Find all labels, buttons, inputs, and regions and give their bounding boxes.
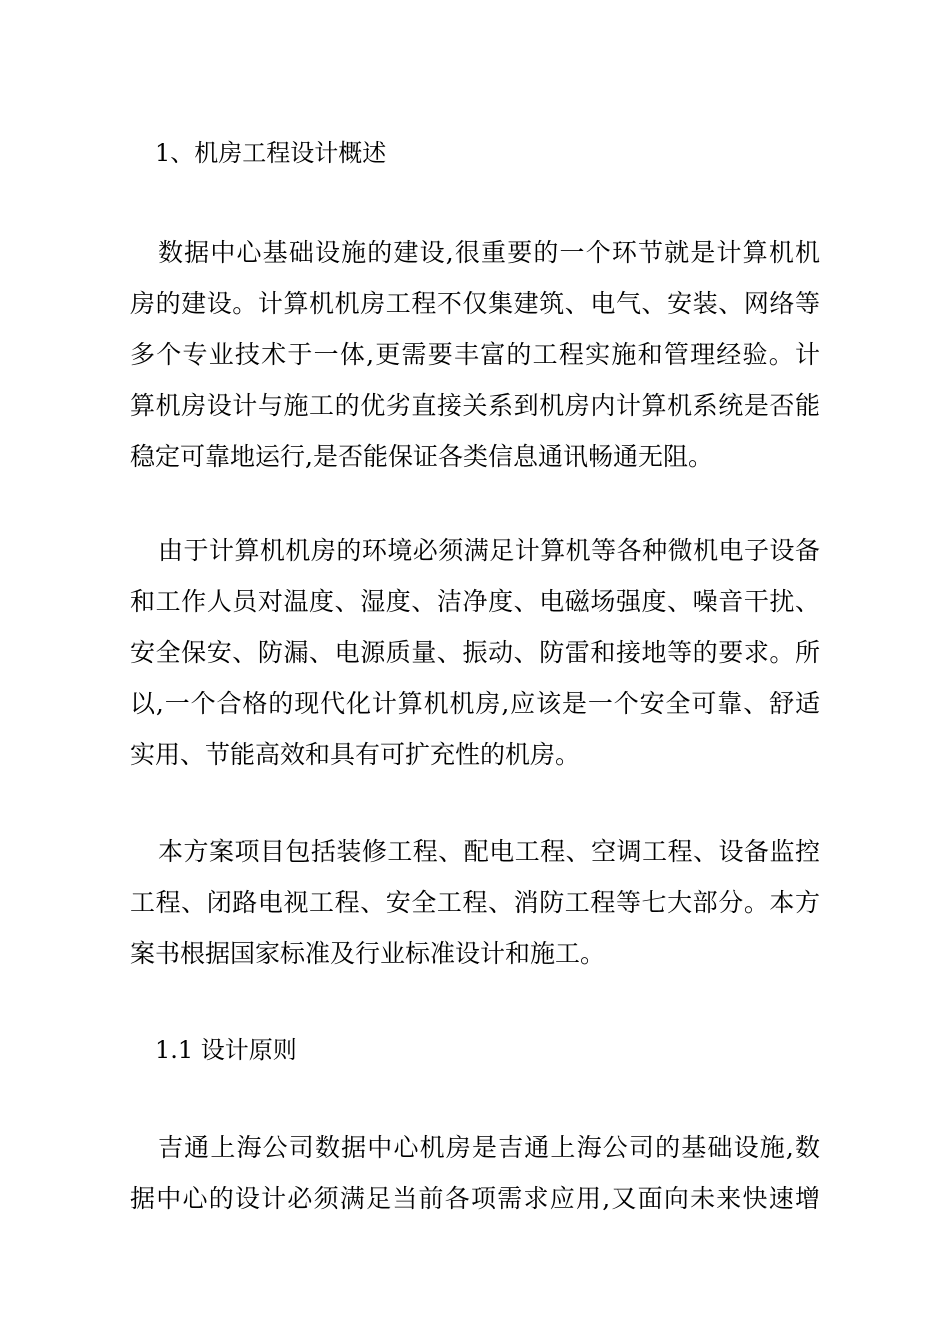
subsection-heading: 1.1 设计原则 <box>155 1036 297 1064</box>
paragraph-scope <box>130 826 820 979</box>
text-line: 房的建设。计算机机房工程不仅集建筑、电气、安装、网络等 <box>130 289 820 318</box>
paragraph-design-principles <box>130 1122 820 1224</box>
text-line: 稳定可靠地运行,是否能保证各类信息通讯畅通无阻。 <box>130 442 713 471</box>
text-line: 和工作人员对温度、湿度、洁净度、电磁场强度、噪音干扰、 <box>130 587 820 616</box>
text-line: 实用、节能高效和具有可扩充性的机房。 <box>130 740 581 769</box>
text-line: 本方案项目包括装修工程、配电工程、空调工程、设备监控 <box>158 837 820 866</box>
text-line: 安全保安、防漏、电源质量、振动、防雷和接地等的要求。所 <box>130 638 820 667</box>
paragraph-environment <box>130 525 820 780</box>
text-line: 数据中心基础设施的建设,很重要的一个环节就是计算机机 <box>158 238 820 267</box>
text-line: 算机房设计与施工的优劣直接关系到机房内计算机系统是否能 <box>130 391 820 420</box>
text-line: 由于计算机机房的环境必须满足计算机等各种微机电子设备 <box>158 536 820 565</box>
paragraph-overview <box>130 227 820 482</box>
text-line: 案书根据国家标准及行业标准设计和施工。 <box>130 939 606 968</box>
text-line: 据中心的设计必须满足当前各项需求应用,又面向未来快速增 <box>130 1184 820 1213</box>
text-line: 工程、闭路电视工程、安全工程、消防工程等七大部分。本方 <box>130 888 820 917</box>
text-line: 多个专业技术于一体,更需要丰富的工程实施和管理经验。计 <box>130 340 820 369</box>
text-line: 以,一个合格的现代化计算机机房,应该是一个安全可靠、舒适 <box>130 689 820 718</box>
text-line: 吉通上海公司数据中心机房是吉通上海公司的基础设施,数 <box>158 1133 820 1162</box>
section-heading: 1、机房工程设计概述 <box>155 139 387 167</box>
